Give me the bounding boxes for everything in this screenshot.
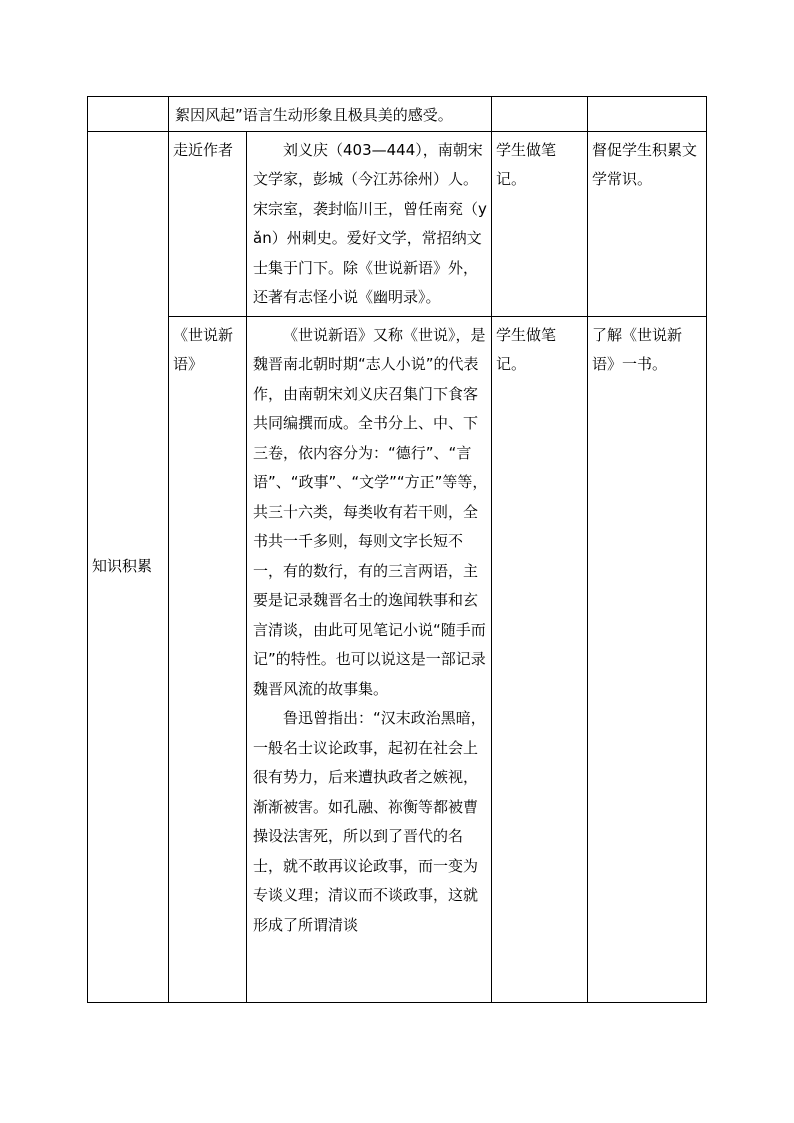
lesson-plan-table <box>87 96 707 1003</box>
book-intro-paragraph: 《世说新语》又称《世说》，是魏晋南北朝时期“志人小说”的代表作，由南朝宋刘义庆召集门下食客共同编撰而成。全书分上、中、下三卷，依内容分为：“德行”、“言语”、“政事”、“文学”“方正”等等，共三十六类，每类收有若干则，全书共一千多则，每则文字长短不一，有的数行，有的三言两语，主要是记录魏晋名士的逸闻轶事和玄言清谈，由此可见笔记小说“随手而记”的特性。也可以说这是一部记录魏晋风流的故事集。 <box>253 325 488 698</box>
topic-cell <box>169 316 247 1002</box>
student-activity-cell-empty <box>492 97 588 132</box>
purpose-cell <box>588 316 707 1002</box>
purpose-text: 了解《世说新语》一书。 <box>592 325 683 373</box>
topic-label: 走近作者 <box>173 140 234 159</box>
table-row <box>88 316 707 1002</box>
table-row <box>88 131 707 316</box>
author-intro-text: 刘义庆（403—444），南朝宋文学家，彭城（今江苏徐州）人。宋宗室，袭封临川王，曾任南兖（yǎn）州刺史。爱好文学，常招纳文士集于门下。除《世说新语》外，还著有志怪小说《幽明录》。 <box>253 140 487 306</box>
purpose-cell <box>588 131 707 316</box>
topic-label: 《世说新语》 <box>173 325 234 373</box>
student-activity-text: 学生做笔记。 <box>496 325 557 373</box>
student-activity-cell <box>492 316 588 1002</box>
content-cell <box>247 316 492 1002</box>
purpose-text: 督促学生积累文学常识。 <box>592 140 698 188</box>
section-label-cell <box>88 131 169 1002</box>
section-cell-empty <box>88 97 169 132</box>
student-activity-text: 学生做笔记。 <box>496 140 557 188</box>
table-row <box>88 97 707 132</box>
continued-content-text: 絮因风起”语言生动形象且极具美的感受。 <box>175 106 453 124</box>
section-label: 知识积累 <box>92 556 153 575</box>
topic-cell <box>169 131 247 316</box>
content-cell <box>247 131 492 316</box>
luxun-quote-paragraph: 鲁迅曾指出：“汉末政治黑暗，一般名士议论政事，起初在社会上很有势力，后来遭执政者之嫉视，渐渐被害。如孔融、祢衡等都被曹操设法害死，所以到了晋代的名士，就不敢再议论政事，而一变为专谈义理；清议而不谈政事，这就形成了所谓清谈 <box>253 709 486 934</box>
student-activity-cell <box>492 131 588 316</box>
continued-content-cell <box>169 97 492 132</box>
purpose-cell-empty <box>588 97 707 132</box>
